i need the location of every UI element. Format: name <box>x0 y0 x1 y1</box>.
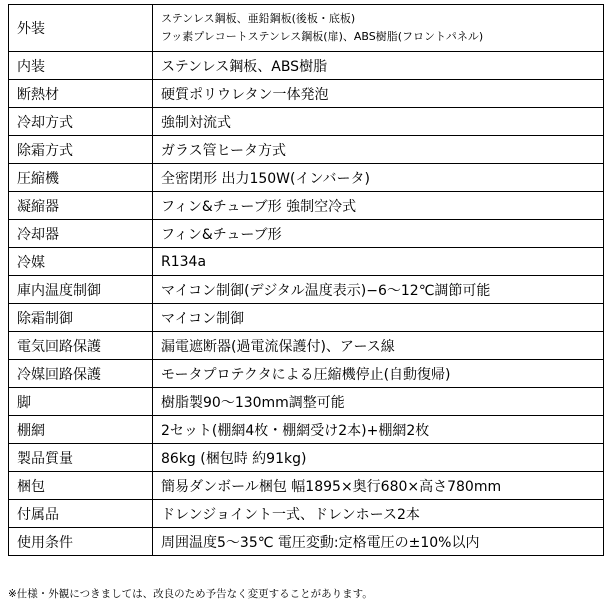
spec-label: 外装 <box>9 5 153 52</box>
spec-label: 冷却器 <box>9 220 153 248</box>
spec-label: 電気回路保護 <box>9 332 153 360</box>
spec-row <box>9 500 604 528</box>
spec-value-line: フッ素プレコートステンレス鋼板(扉)、ABS樹脂(フロントパネル) <box>161 30 484 43</box>
spec-value: マイコン制御(デジタル温度表示)−6〜12℃調節可能 <box>153 276 604 304</box>
spec-row <box>9 332 604 360</box>
spec-table-body <box>9 5 604 556</box>
spec-label: 圧縮機 <box>9 164 153 192</box>
spec-row <box>9 5 604 52</box>
spec-row <box>9 80 604 108</box>
spec-label: 製品質量 <box>9 444 153 472</box>
spec-value: 周囲温度5〜35℃ 電圧変動:定格電圧の±10%以内 <box>153 528 604 556</box>
spec-value: フィン&チューブ形 強制空冷式 <box>153 192 604 220</box>
spec-row <box>9 472 604 500</box>
spec-label: 内装 <box>9 52 153 80</box>
spec-row <box>9 248 604 276</box>
spec-row <box>9 276 604 304</box>
spec-value-line: ステンレス鋼板、亜鉛鋼板(後板・底板) <box>161 12 356 25</box>
spec-label: 除霜制御 <box>9 304 153 332</box>
spec-value: ステンレス鋼板、ABS樹脂 <box>153 52 604 80</box>
spec-value: モータプロテクタによる圧縮機停止(自動復帰) <box>153 360 604 388</box>
spec-row <box>9 192 604 220</box>
spec-label: 冷媒回路保護 <box>9 360 153 388</box>
spec-value: R134a <box>153 248 604 276</box>
spec-value: 漏電遮断器(過電流保護付)、アース線 <box>153 332 604 360</box>
spec-row <box>9 528 604 556</box>
spec-row <box>9 136 604 164</box>
spec-table <box>8 4 604 556</box>
spec-value: 全密閉形 出力150W(インバータ) <box>153 164 604 192</box>
spec-value: マイコン制御 <box>153 304 604 332</box>
spec-label: 付属品 <box>9 500 153 528</box>
spec-label: 凝縮器 <box>9 192 153 220</box>
spec-label: 使用条件 <box>9 528 153 556</box>
spec-value: 樹脂製90〜130mm調整可能 <box>153 388 604 416</box>
spec-value: ガラス管ヒータ方式 <box>153 136 604 164</box>
spec-label: 庫内温度制御 <box>9 276 153 304</box>
spec-label: 脚 <box>9 388 153 416</box>
spec-label: 冷媒 <box>9 248 153 276</box>
spec-row <box>9 164 604 192</box>
footnote: ※仕様・外観につきましては、改良のため予告なく変更することがあります。 <box>8 588 373 600</box>
spec-label: 冷却方式 <box>9 108 153 136</box>
spec-value: フィン&チューブ形 <box>153 220 604 248</box>
spec-row <box>9 360 604 388</box>
spec-value: 簡易ダンボール梱包 幅1895×奥行680×高さ780mm <box>153 472 604 500</box>
spec-label: 除霜方式 <box>9 136 153 164</box>
spec-value: 2セット(棚網4枚・棚網受け2本)+棚網2枚 <box>153 416 604 444</box>
spec-value: 86kg (梱包時 約91kg) <box>153 444 604 472</box>
spec-row <box>9 220 604 248</box>
spec-value: 強制対流式 <box>153 108 604 136</box>
spec-row <box>9 108 604 136</box>
spec-row <box>9 52 604 80</box>
spec-value: ドレンジョイント一式、ドレンホース2本 <box>153 500 604 528</box>
spec-label: 梱包 <box>9 472 153 500</box>
spec-label: 棚網 <box>9 416 153 444</box>
spec-label: 断熱材 <box>9 80 153 108</box>
spec-value: 硬質ポリウレタン一体発泡 <box>153 80 604 108</box>
spec-row <box>9 416 604 444</box>
spec-row <box>9 388 604 416</box>
spec-row <box>9 444 604 472</box>
spec-row <box>9 304 604 332</box>
spec-value <box>153 5 604 52</box>
